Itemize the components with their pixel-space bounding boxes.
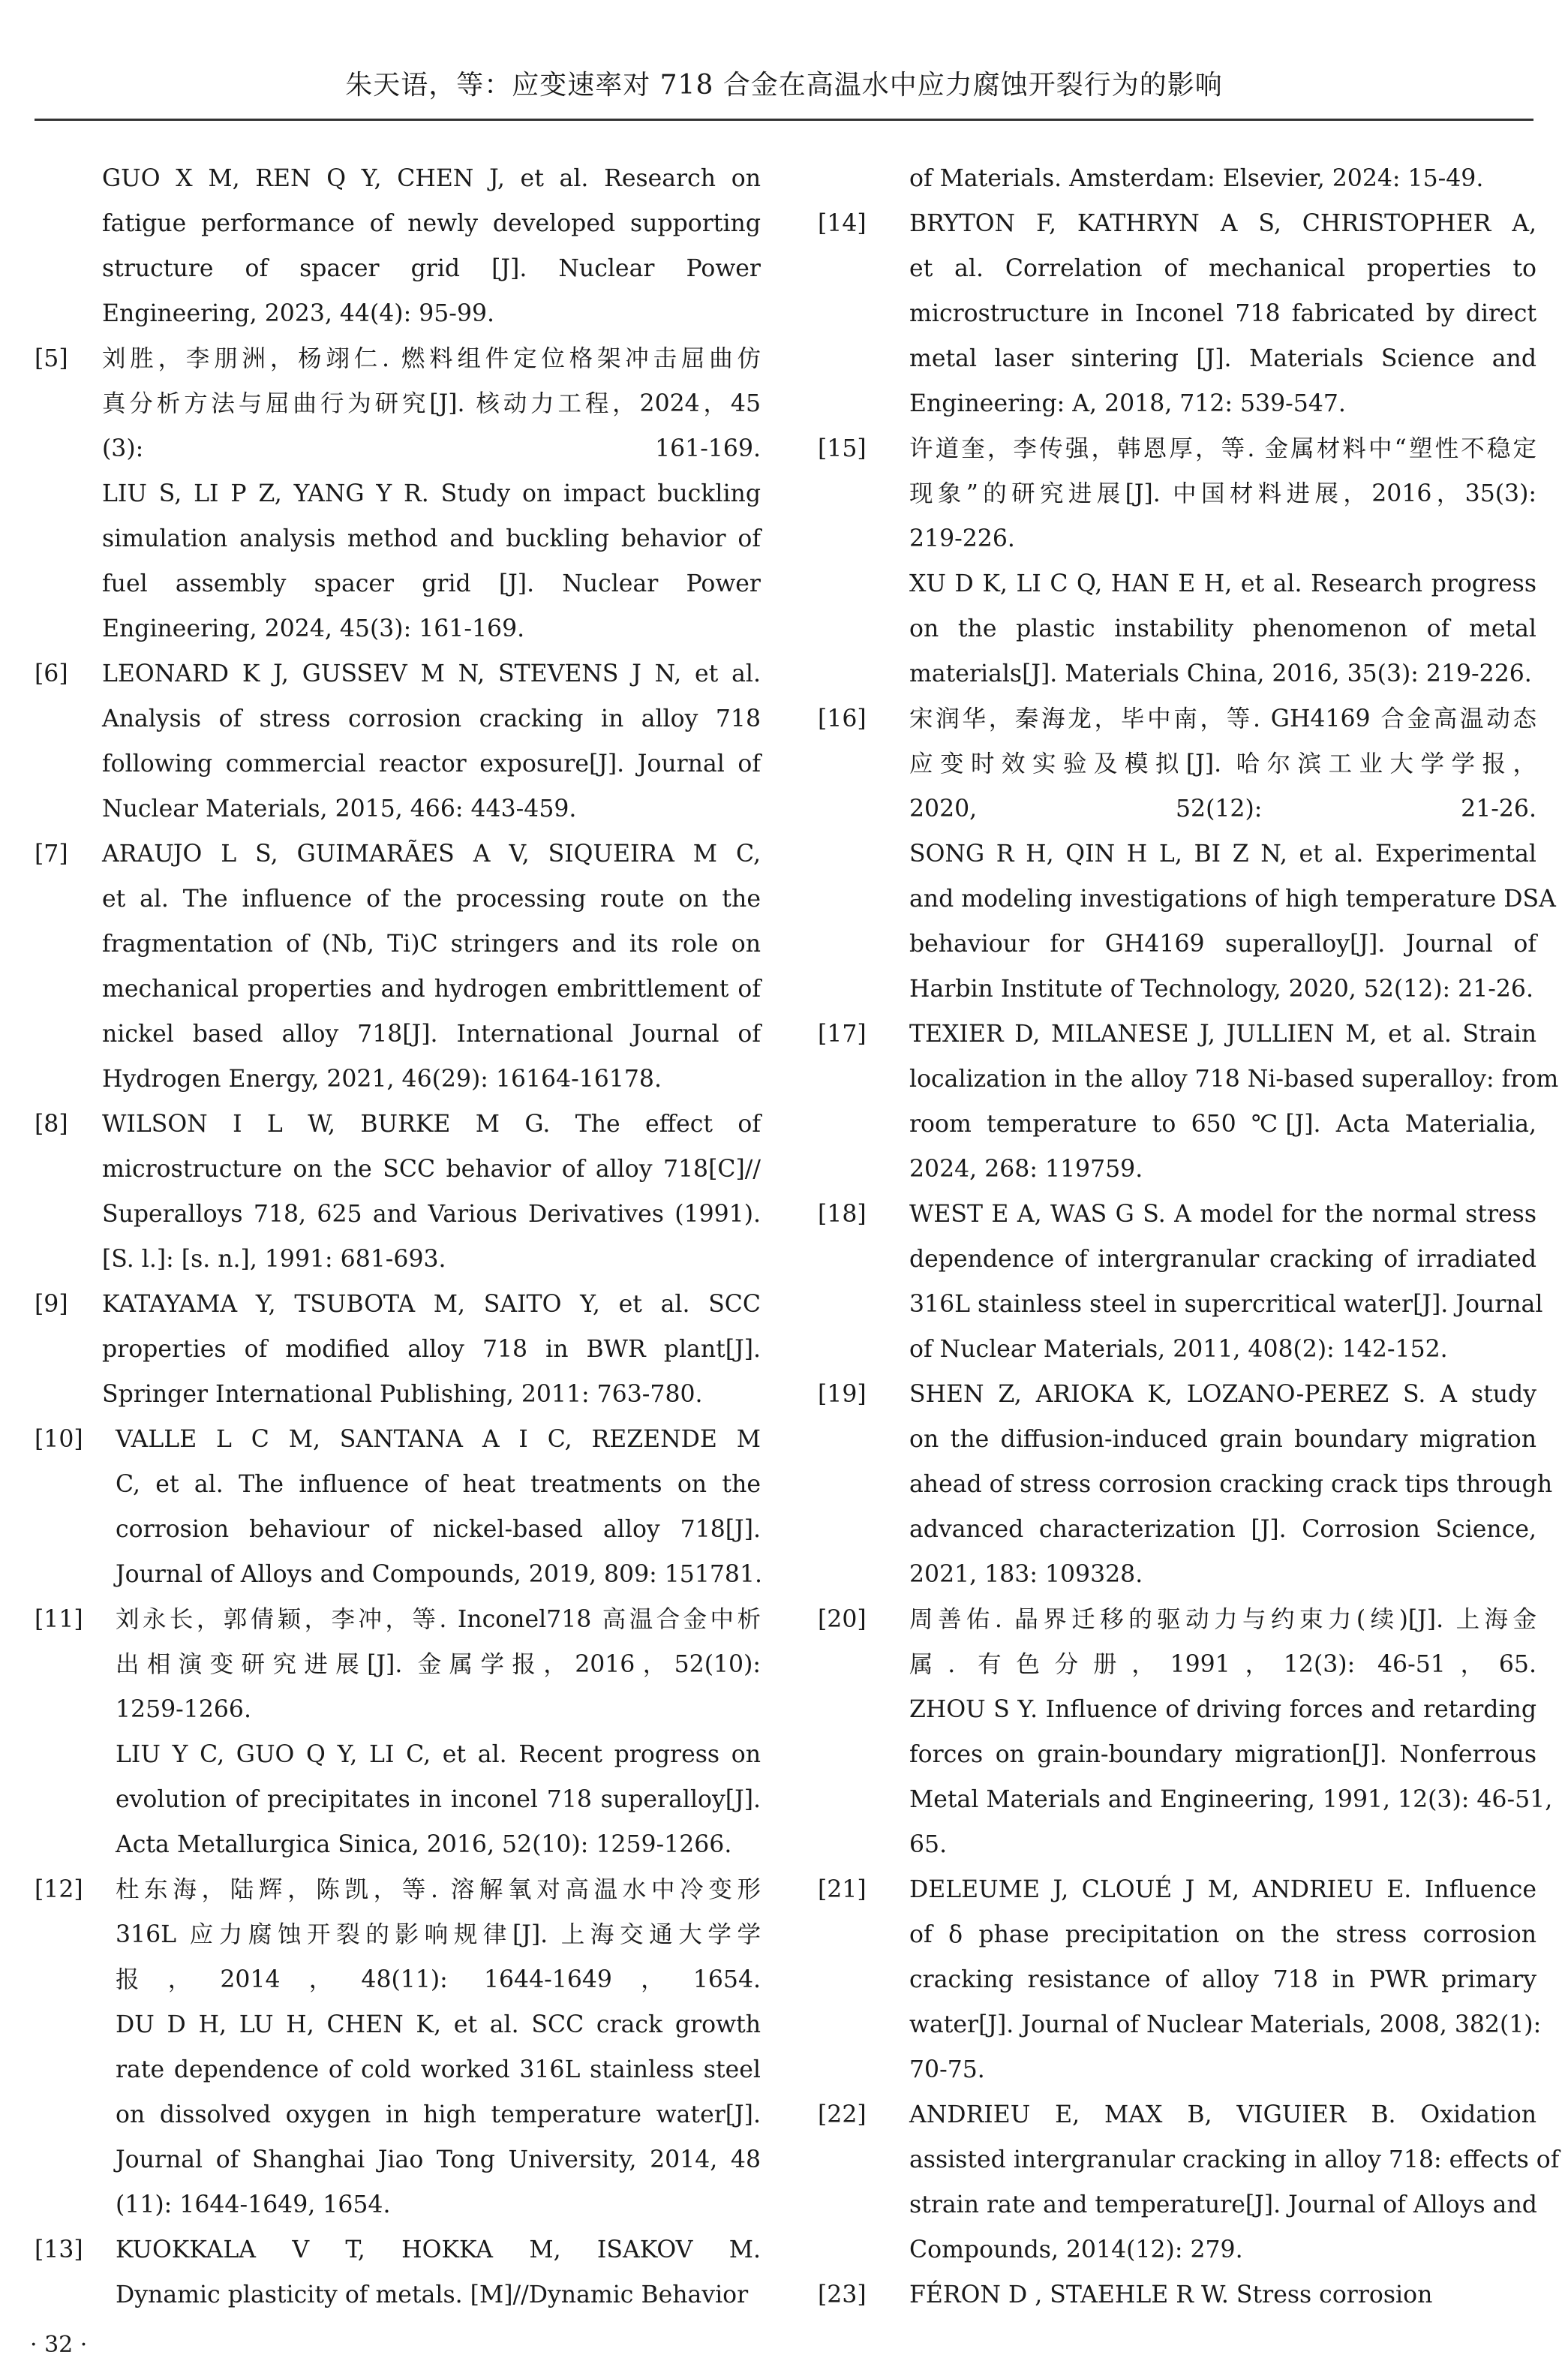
- reference-line: fatigue performance of newly developed supporting: [102, 210, 761, 237]
- reference-line: 周善佑. 晶界迁移的驱动力与约束力(续)[J]. 上海金: [909, 1606, 1536, 1633]
- reference-line: 出相演变研究进展[J]. 金属学报，2016，52(10):: [116, 1651, 761, 1678]
- reference-number: [23]: [818, 2281, 867, 2308]
- reference-line: simulation analysis method and buckling behavior of: [102, 525, 761, 552]
- reference-line: microstructure on the SCC behavior of alloy 718[C]//: [102, 1156, 761, 1183]
- reference-entry: [35, 336, 761, 651]
- left-column: [35, 156, 761, 2317]
- reference-line: DELEUME J, CLOUÉ J M, ANDRIEU E. Influence: [909, 1876, 1536, 1903]
- reference-number: [20]: [818, 1606, 867, 1633]
- reference-line: of δ phase precipitation on the stress corrosion: [909, 1921, 1536, 1948]
- reference-line: 刘永长，郭倩颖，李冲，等. Inconel718 高温合金中析: [116, 1606, 761, 1633]
- reference-line: Superalloys 718, 625 and Various Derivatives (1991).: [102, 1201, 761, 1228]
- reference-number: [7]: [35, 841, 68, 868]
- reference-line: materials[J]. Materials China, 2016, 35(3): 219-226.: [909, 660, 1532, 687]
- reference-line: Acta Metallurgica Sinica, 2016, 52(10): 1259-1266.: [116, 1831, 732, 1858]
- reference-line: Dynamic plasticity of metals. [M]//Dynamic Behavior: [116, 2281, 749, 2308]
- reference-line: FÉRON D , STAEHLE R W. Stress corrosion: [909, 2281, 1433, 2308]
- reference-line: 许道奎，李传强，韩恩厚，等. 金属材料中“塑性不稳定: [909, 435, 1536, 462]
- reference-line: BRYTON F, KATHRYN A S, CHRISTOPHER A,: [909, 210, 1536, 237]
- reference-line: (3): 161-169.: [102, 435, 761, 462]
- reference-line: LIU S, LI P Z, YANG Y R. Study on impact buckling: [102, 480, 761, 507]
- reference-line: 应变时效实验及模拟[J]. 哈尔滨工业大学学报，: [909, 750, 1536, 777]
- reference-line: VALLE L C M, SANTANA A I C, REZENDE M: [116, 1426, 761, 1453]
- reference-line: 2020, 52(12): 21-26.: [909, 796, 1536, 823]
- running-header: 朱天语，等：应变速率对 718 合金在高温水中应力腐蚀开裂行为的影响: [345, 70, 1223, 101]
- reference-line: Engineering: A, 2018, 712: 539-547.: [909, 390, 1346, 417]
- reference-number: [8]: [35, 1111, 68, 1138]
- reference-line: KUOKKALA V T, HOKKA M, ISAKOV M.: [116, 2236, 761, 2263]
- reference-number: [11]: [35, 1606, 83, 1633]
- reference-number: [13]: [35, 2236, 83, 2263]
- reference-number: [22]: [818, 2101, 867, 2128]
- reference-line: strain rate and temperature[J]. Journal of Alloys and: [909, 2191, 1537, 2218]
- reference-line: microstructure in Inconel 718 fabricated by direct: [909, 300, 1536, 327]
- reference-line: properties of modified alloy 718 in BWR plant[J].: [102, 1336, 761, 1363]
- reference-line: forces on grain-boundary migration[J]. Nonferrous: [909, 1741, 1536, 1768]
- reference-line: 70-75.: [909, 2056, 985, 2083]
- reference-number: [19]: [818, 1381, 867, 1408]
- reference-line: assisted intergranular cracking in alloy 718: effects of: [909, 2146, 1560, 2173]
- reference-line: ARAUJO L S, GUIMARÃES A V, SIQUEIRA M C,: [102, 841, 761, 868]
- reference-line: LIU Y C, GUO Q Y, LI C, et al. Recent progress on: [116, 1741, 761, 1768]
- reference-entry: [35, 651, 761, 832]
- reference-entry: [818, 2092, 1560, 2272]
- reference-line: DU D H, LU H, CHEN K, et al. SCC crack growth: [116, 2011, 761, 2038]
- right-column: [818, 156, 1560, 2317]
- reference-line: Journal of Alloys and Compounds, 2019, 809: 151781.: [116, 1561, 763, 1588]
- reference-entry: [818, 201, 1536, 426]
- reference-line: Compounds, 2014(12): 279.: [909, 2236, 1243, 2263]
- reference-entry: [818, 1012, 1559, 1192]
- reference-line: metal laser sintering [J]. Materials Science and: [909, 345, 1536, 372]
- reference-line: Harbin Institute of Technology, 2020, 52(12): 21-26.: [909, 976, 1533, 1003]
- reference-line: Journal of Shanghai Jiao Tong University, 2014, 48: [116, 2146, 761, 2173]
- reference-line: 真分析方法与屈曲行为研究[J]. 核动力工程，2024，45: [102, 390, 761, 417]
- reference-line: 报，2014，48(11): 1644-1649，1654.: [116, 1966, 761, 1993]
- reference-entry: [818, 156, 1536, 201]
- reference-entry: [35, 2227, 761, 2317]
- reference-line: room temperature to 650 ℃[J]. Acta Materialia,: [909, 1111, 1536, 1138]
- reference-number: [9]: [35, 1291, 68, 1318]
- header-rule: [35, 119, 1533, 121]
- reference-line: 现象”的研究进展[J]. 中国材料进展，2016，35(3):: [909, 480, 1536, 507]
- reference-line: XU D K, LI C Q, HAN E H, et al. Research progress: [909, 570, 1536, 597]
- reference-line: Springer International Publishing, 2011: 763-780.: [102, 1381, 703, 1408]
- reference-line: ZHOU S Y. Influence of driving forces and retarding: [909, 1696, 1536, 1723]
- reference-number: [17]: [818, 1021, 867, 1048]
- reference-line: TEXIER D, MILANESE J, JULLIEN M, et al. Strain: [909, 1021, 1536, 1048]
- reference-line: mechanical properties and hydrogen embrittlement of: [102, 976, 761, 1003]
- reference-line: on the diffusion-induced grain boundary migration: [909, 1426, 1536, 1453]
- reference-line: GUO X M, REN Q Y, CHEN J, et al. Research on: [102, 165, 761, 192]
- reference-entry: [35, 1597, 761, 1867]
- reference-entry: [35, 832, 761, 1102]
- reference-line: SHEN Z, ARIOKA K, LOZANO-PEREZ S. A study: [909, 1381, 1536, 1408]
- reference-line: cracking resistance of alloy 718 in PWR primary: [909, 1966, 1536, 1993]
- reference-line: 杜东海，陆辉，陈凯，等. 溶解氧对高温水中冷变形: [116, 1876, 761, 1903]
- reference-number: [15]: [818, 435, 867, 462]
- reference-line: 219-226.: [909, 525, 1015, 552]
- reference-entry: [818, 1597, 1553, 1867]
- reference-line: 2024, 268: 119759.: [909, 1156, 1143, 1183]
- reference-line: on the plastic instability phenomenon of metal: [909, 615, 1536, 642]
- reference-line: of Materials. Amsterdam: Elsevier, 2024: 15-49.: [909, 165, 1484, 192]
- reference-entry: [35, 1282, 761, 1417]
- reference-line: of Nuclear Materials, 2011, 408(2): 142-152.: [909, 1336, 1448, 1363]
- reference-line: SONG R H, QIN H L, BI Z N, et al. Experimental: [909, 841, 1536, 868]
- reference-line: advanced characterization [J]. Corrosion Science,: [909, 1516, 1536, 1543]
- reference-line: 316L 应力腐蚀开裂的影响规律[J]. 上海交通大学学: [116, 1921, 761, 1948]
- reference-line: Engineering, 2023, 44(4): 95-99.: [102, 300, 495, 327]
- reference-line: water[J]. Journal of Nuclear Materials, 2008, 382(1):: [909, 2011, 1542, 2038]
- reference-line: on dissolved oxygen in high temperature water[J].: [116, 2101, 761, 2128]
- reference-line: ANDRIEU E, MAX B, VIGUIER B. Oxidation: [909, 2101, 1536, 2128]
- reference-number: [18]: [818, 1201, 867, 1228]
- reference-line: ahead of stress corrosion cracking crack tips through: [909, 1471, 1553, 1498]
- reference-line: following commercial reactor exposure[J]. Journal of: [102, 750, 761, 777]
- reference-entry: [818, 1867, 1542, 2092]
- reference-line: 属. 有色分册，1991，12(3): 46-51，65.: [909, 1651, 1536, 1678]
- reference-line: fragmentation of (Nb, Ti)C stringers and its role on: [102, 931, 761, 958]
- reference-number: [14]: [818, 210, 867, 237]
- reference-line: (11): 1644-1649, 1654.: [116, 2191, 391, 2218]
- reference-line: C, et al. The influence of heat treatments on the: [116, 1471, 761, 1498]
- reference-line: and modeling investigations of high temperature DSA: [909, 886, 1556, 913]
- reference-number: [16]: [818, 705, 867, 732]
- reference-entry: [35, 1867, 761, 2227]
- reference-entry: [35, 1102, 761, 1282]
- reference-line: Analysis of stress corrosion cracking in alloy 718: [102, 705, 761, 732]
- reference-line: 宋润华，秦海龙，毕中南，等. GH4169 合金高温动态: [909, 705, 1536, 732]
- reference-number: [5]: [35, 345, 68, 372]
- reference-number: [10]: [35, 1426, 83, 1453]
- reference-line: [S. l.]: [s. n.], 1991: 681-693.: [102, 1246, 446, 1273]
- reference-number: [21]: [818, 1876, 867, 1903]
- reference-line: localization in the alloy 718 Ni-based superalloy: from: [909, 1066, 1559, 1093]
- reference-line: nickel based alloy 718[J]. International Journal of: [102, 1021, 761, 1048]
- reference-line: 1259-1266.: [116, 1696, 251, 1723]
- page-number: · 32 ·: [30, 2332, 88, 2358]
- reference-line: structure of spacer grid [J]. Nuclear Power: [102, 255, 761, 282]
- reference-line: KATAYAMA Y, TSUBOTA M, SAITO Y, et al. SCC: [102, 1291, 761, 1318]
- reference-line: LEONARD K J, GUSSEV M N, STEVENS J N, et al.: [102, 660, 761, 687]
- reference-line: et al. The influence of the processing route on the: [102, 886, 761, 913]
- reference-line: 2021, 183: 109328.: [909, 1561, 1143, 1588]
- reference-entry: [818, 2272, 1536, 2317]
- reference-line: corrosion behaviour of nickel-based alloy 718[J].: [116, 1516, 761, 1543]
- reference-entry: [818, 1372, 1553, 1597]
- reference-line: Hydrogen Energy, 2021, 46(29): 16164-16178.: [102, 1066, 662, 1093]
- reference-line: behaviour for GH4169 superalloy[J]. Journal of: [909, 931, 1536, 958]
- reference-line: WILSON I L W, BURKE M G. The effect of: [102, 1111, 761, 1138]
- reference-line: evolution of precipitates in inconel 718 superalloy[J].: [116, 1786, 761, 1813]
- reference-line: 刘胜，李朋洲，杨翊仁. 燃料组件定位格架冲击屈曲仿: [102, 345, 761, 372]
- reference-line: Engineering, 2024, 45(3): 161-169.: [102, 615, 525, 642]
- reference-line: et al. Correlation of mechanical properties to: [909, 255, 1536, 282]
- reference-entry: [818, 426, 1536, 696]
- reference-entry: [35, 156, 761, 336]
- reference-entry: [818, 696, 1556, 1012]
- reference-line: 65.: [909, 1831, 948, 1858]
- reference-line: dependence of intergranular cracking of irradiated: [909, 1246, 1536, 1273]
- reference-line: Nuclear Materials, 2015, 466: 443-459.: [102, 796, 577, 823]
- reference-line: 316L stainless steel in supercritical water[J]. Journal: [909, 1291, 1543, 1318]
- reference-entry: [35, 1417, 761, 1597]
- reference-number: [12]: [35, 1876, 83, 1903]
- reference-line: WEST E A, WAS G S. A model for the normal stress: [909, 1201, 1536, 1228]
- reference-line: rate dependence of cold worked 316L stainless steel: [116, 2056, 761, 2083]
- reference-entry: [818, 1192, 1543, 1372]
- reference-line: fuel assembly spacer grid [J]. Nuclear Power: [102, 570, 761, 597]
- reference-line: Metal Materials and Engineering, 1991, 12(3): 46-51,: [909, 1786, 1553, 1813]
- reference-number: [6]: [35, 660, 68, 687]
